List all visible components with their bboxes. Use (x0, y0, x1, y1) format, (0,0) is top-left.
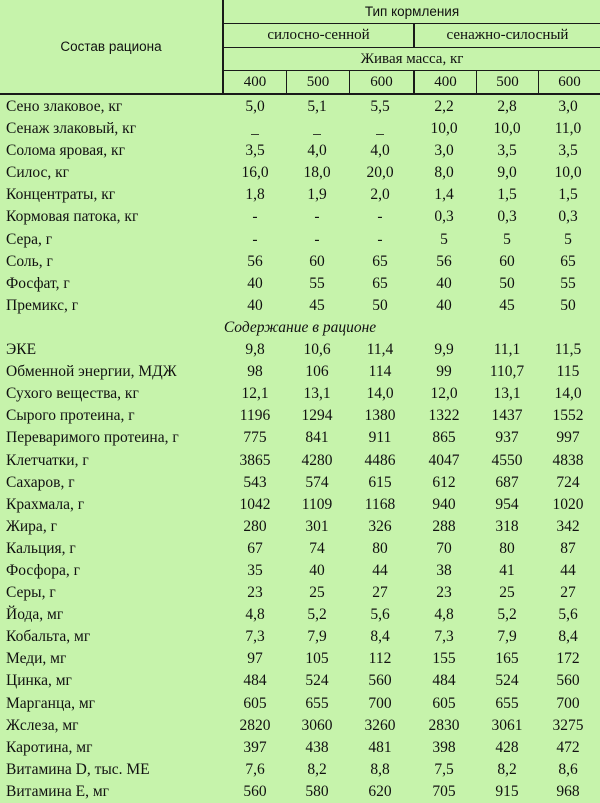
row-value: 115 (556, 363, 580, 381)
row-value: 9,8 (245, 341, 265, 359)
row-value: 1380 (364, 407, 396, 425)
row-value: 2,0 (370, 186, 390, 204)
row-label: Йода, мг (6, 606, 64, 624)
row-value: 23 (247, 584, 263, 602)
row-value: 172 (556, 650, 580, 668)
row-value: 1020 (552, 495, 584, 513)
row-value: 4,8 (245, 606, 265, 624)
row-label: Серы, г (6, 584, 56, 602)
table-row (0, 383, 600, 405)
weight-header: 500 (496, 73, 519, 90)
table-row (0, 715, 600, 737)
row-value: 1,9 (307, 186, 327, 204)
row-value: 5,2 (497, 606, 517, 624)
section-title: Содержание в рационе (223, 318, 377, 336)
row-value: 27 (372, 584, 388, 602)
row-value: 524 (495, 672, 519, 690)
row-value: - (377, 208, 383, 226)
row-value: 997 (556, 429, 580, 447)
row-value: 4,0 (370, 142, 390, 160)
weight-header: 400 (434, 73, 457, 90)
row-value: 4,8 (434, 606, 454, 624)
table-row (0, 648, 600, 670)
row-value: 110,7 (489, 363, 525, 381)
row-value: 11,5 (554, 341, 582, 359)
row-value: 775 (243, 429, 267, 447)
row-value: 114 (368, 363, 392, 381)
row-value: 705 (432, 782, 456, 800)
row-value: 3,0 (558, 98, 578, 115)
row-value: 438 (305, 738, 329, 756)
row-label: Цинка, мг (6, 672, 72, 690)
row-label: Клетчатки, г (6, 451, 89, 469)
row-value: 12,0 (430, 385, 458, 403)
row-value: 16,0 (241, 164, 269, 182)
row-value: 7,3 (245, 628, 265, 646)
weight-header: 600 (370, 73, 393, 90)
row-label: Сахаров, г (6, 473, 75, 491)
row-value: 40 (436, 274, 452, 292)
row-value: 397 (243, 738, 267, 756)
table-row (0, 427, 600, 449)
row-value: 67 (247, 539, 263, 557)
row-value: 23 (436, 584, 452, 602)
row-label: Витамина D, тыс. МЕ (6, 760, 150, 778)
row-value: 7,6 (245, 760, 265, 778)
table-row (0, 538, 600, 560)
row-value: 911 (368, 429, 392, 447)
row-label: Концентраты, кг (6, 186, 116, 204)
row-value: _ (251, 120, 259, 138)
row-value: 580 (305, 782, 329, 800)
table-row (0, 206, 600, 228)
header-bottom-rule (0, 93, 600, 95)
row-label: Обменной энергии, МДЖ (6, 363, 177, 381)
row-value: 5,5 (370, 98, 390, 115)
row-value: _ (376, 120, 384, 138)
row-value: 342 (556, 517, 580, 535)
row-label: Сера, г (6, 230, 53, 248)
row-label: Сырого протеина, г (6, 407, 135, 425)
row-value: 5 (503, 230, 511, 248)
row-label: Фосфат, г (6, 274, 70, 292)
row-value: 5 (564, 230, 572, 248)
row-value: 27 (560, 584, 576, 602)
row-value: 615 (368, 473, 392, 491)
row-value: 13,1 (303, 385, 331, 403)
row-label: Солома яровая, кг (6, 142, 125, 160)
row-label: Кобальта, мг (6, 628, 91, 646)
table-row (0, 273, 600, 295)
row-value: 8,8 (370, 760, 390, 778)
table-row (0, 737, 600, 759)
row-value: 301 (305, 517, 329, 535)
row-value: 60 (309, 252, 325, 270)
live-weight-header: Живая масса, кг (360, 50, 464, 67)
row-value: 40 (247, 296, 263, 314)
row-value: 620 (368, 782, 392, 800)
row-value: 574 (305, 473, 329, 491)
row-value: 1168 (364, 495, 396, 513)
row-value: 35 (247, 561, 263, 579)
table-row (0, 560, 600, 582)
row-value: 105 (305, 650, 329, 668)
table-row (0, 96, 600, 118)
row-value: 7,9 (497, 628, 517, 646)
row-value: 4280 (301, 451, 333, 469)
row-value: 11,1 (493, 341, 521, 359)
row-value: 10,6 (303, 341, 331, 359)
table-row (0, 184, 600, 206)
row-value: 40 (309, 561, 325, 579)
table-header (0, 0, 600, 93)
row-value: 3865 (239, 451, 271, 469)
row-value: 940 (432, 495, 456, 513)
row-label: Витамина Е, мг (6, 782, 110, 800)
table-body (0, 96, 600, 803)
row-value: _ (313, 120, 321, 138)
table-row (0, 582, 600, 604)
row-value: 98 (247, 363, 263, 381)
row-value: 14,0 (554, 385, 582, 403)
row-value: 8,0 (434, 164, 454, 182)
row-label: Марганца, мг (6, 694, 96, 712)
row-value: 326 (368, 517, 392, 535)
row-value: 1196 (239, 407, 271, 425)
row-value: 50 (372, 296, 388, 314)
table-row (0, 604, 600, 626)
row-value: 2830 (428, 716, 460, 734)
row-label: Кальция, г (6, 539, 76, 557)
row-value: 4486 (364, 451, 396, 469)
table-row (0, 140, 600, 162)
row-value: 5,1 (307, 98, 327, 115)
row-value: 3260 (364, 716, 396, 734)
feeding-type-a: силосно-сенной (267, 27, 370, 43)
row-value: 8,4 (558, 628, 578, 646)
feeding-type-b: сенажно-силосный (446, 27, 569, 43)
row-label: Соль, г (6, 252, 53, 270)
row-value: - (252, 208, 258, 226)
row-label: Сенаж злаковый, кг (6, 120, 137, 138)
row-value: 560 (368, 672, 392, 690)
row-value: 97 (247, 650, 263, 668)
row-value: 655 (305, 694, 329, 712)
row-label: Кормовая патока, кг (6, 208, 139, 226)
table-row (0, 229, 600, 251)
row-value: 50 (499, 274, 515, 292)
row-value: 5,6 (370, 606, 390, 624)
row-value: 1042 (239, 495, 271, 513)
row-value: 280 (243, 517, 267, 535)
table-row (0, 295, 600, 317)
row-label: Каротина, мг (6, 738, 93, 756)
row-value: 10,0 (493, 120, 521, 138)
row-value: 7,3 (434, 628, 454, 646)
row-value: 5,0 (245, 98, 265, 115)
row-value: 56 (247, 252, 263, 270)
row-value: 484 (243, 672, 267, 690)
row-value: - (252, 230, 258, 248)
row-value: 1437 (491, 407, 523, 425)
row-value: 65 (560, 252, 576, 270)
row-value: 70 (436, 539, 452, 557)
row-value: 2,8 (497, 98, 517, 115)
row-label: Жслеза, мг (6, 716, 79, 734)
row-value: 0,3 (558, 208, 578, 226)
row-value: 560 (556, 672, 580, 690)
row-value: 44 (372, 561, 388, 579)
row-value: 937 (495, 429, 519, 447)
row-value: 9,0 (497, 164, 517, 182)
row-label: ЭКЕ (6, 341, 37, 359)
row-value: 8,2 (497, 760, 517, 778)
row-value: 55 (560, 274, 576, 292)
row-label: Переваримого протеина, г (6, 429, 179, 447)
row-value: 1,5 (558, 186, 578, 204)
table-row (0, 670, 600, 692)
row-value: 4,0 (307, 142, 327, 160)
row-label: Крахмала, г (6, 495, 85, 513)
row-value: 1,5 (497, 186, 517, 204)
row-value: 40 (247, 274, 263, 292)
row-value: 65 (372, 274, 388, 292)
row-label: Силос, кг (6, 164, 70, 182)
row-value: 915 (495, 782, 519, 800)
row-value: 65 (372, 252, 388, 270)
row-value: 1294 (301, 407, 333, 425)
row-value: 700 (556, 694, 580, 712)
row-label: Сено злаковое, кг (6, 98, 123, 115)
row-value: 841 (305, 429, 329, 447)
row-value: 87 (560, 539, 576, 557)
row-value: 8,2 (307, 760, 327, 778)
row-value: 484 (432, 672, 456, 690)
table-row (0, 781, 600, 803)
row-value: 106 (305, 363, 329, 381)
row-value: 2,2 (434, 98, 454, 115)
row-value: 10,0 (430, 120, 458, 138)
row-value: 1,4 (434, 186, 454, 204)
feeding-type-header: Тип кормления (364, 4, 460, 19)
row-value: 80 (372, 539, 388, 557)
row-value: 74 (309, 539, 325, 557)
table-row (0, 162, 600, 184)
row-value: 45 (309, 296, 325, 314)
table-row (0, 472, 600, 494)
row-value: 112 (368, 650, 392, 668)
row-label: Сухого вещества, кг (6, 385, 139, 403)
row-value: 165 (495, 650, 519, 668)
composition-header: Состав рациона (60, 39, 162, 54)
row-value: 3060 (301, 716, 333, 734)
row-label: Жира, г (6, 517, 57, 535)
table-row (0, 494, 600, 516)
row-value: 7,9 (307, 628, 327, 646)
row-value: 4047 (428, 451, 460, 469)
row-value: 3,5 (245, 142, 265, 160)
row-value: 2820 (239, 716, 271, 734)
table-row (0, 450, 600, 472)
row-label: Фосфора, г (6, 561, 80, 579)
row-value: 655 (495, 694, 519, 712)
row-value: 25 (309, 584, 325, 602)
row-value: 700 (368, 694, 392, 712)
row-value: 40 (436, 296, 452, 314)
row-value: 60 (499, 252, 515, 270)
table-row (0, 361, 600, 383)
row-value: 1322 (428, 407, 460, 425)
row-value: 472 (556, 738, 580, 756)
weight-header: 600 (558, 73, 581, 90)
row-value: 0,3 (497, 208, 517, 226)
row-value: 14,0 (366, 385, 394, 403)
row-value: 724 (556, 473, 580, 491)
row-value: 3,5 (497, 142, 517, 160)
row-value: 20,0 (366, 164, 394, 182)
row-value: 25 (499, 584, 515, 602)
row-value: 3,0 (434, 142, 454, 160)
row-value: 99 (436, 363, 452, 381)
table-row (0, 118, 600, 140)
row-value: 80 (499, 539, 515, 557)
row-value: 4838 (552, 451, 584, 469)
row-value: 605 (432, 694, 456, 712)
row-value: 687 (495, 473, 519, 491)
row-value: 428 (495, 738, 519, 756)
row-value: 5,6 (558, 606, 578, 624)
row-value: 8,6 (558, 760, 578, 778)
row-value: 3061 (491, 716, 523, 734)
row-value: 38 (436, 561, 452, 579)
row-value: 7,5 (434, 760, 454, 778)
row-label: Премикс, г (6, 296, 79, 314)
row-value: 50 (560, 296, 576, 314)
row-value: 12,1 (241, 385, 269, 403)
row-value: 481 (368, 738, 392, 756)
row-value: 10,0 (554, 164, 582, 182)
row-value: 1,8 (245, 186, 265, 204)
row-value: - (314, 230, 320, 248)
table-row (0, 339, 600, 361)
row-value: 968 (556, 782, 580, 800)
row-label: Меди, мг (6, 650, 67, 668)
row-value: 612 (432, 473, 456, 491)
row-value: 44 (560, 561, 576, 579)
row-value: - (377, 230, 383, 248)
row-value: 3275 (552, 716, 584, 734)
row-value: 11,0 (554, 120, 582, 138)
row-value: 1109 (301, 495, 333, 513)
row-value: 318 (495, 517, 519, 535)
row-value: 0,3 (434, 208, 454, 226)
weight-header: 500 (306, 73, 330, 90)
row-value: 9,9 (434, 341, 454, 359)
row-value: 954 (495, 495, 519, 513)
table-row (0, 759, 600, 781)
row-value: 55 (309, 274, 325, 292)
table-row (0, 405, 600, 427)
row-value: - (314, 208, 320, 226)
table-row (0, 251, 600, 273)
row-value: 56 (436, 252, 452, 270)
row-value: 1552 (552, 407, 584, 425)
row-value: 8,4 (370, 628, 390, 646)
row-value: 5,2 (307, 606, 327, 624)
row-value: 524 (305, 672, 329, 690)
row-value: 45 (499, 296, 515, 314)
section-row (0, 317, 600, 339)
row-value: 41 (499, 561, 515, 579)
row-value: 18,0 (303, 164, 331, 182)
weight-header: 400 (243, 73, 267, 90)
table-row (0, 693, 600, 715)
row-value: 5 (440, 230, 448, 248)
table-row (0, 516, 600, 538)
table-row (0, 626, 600, 648)
row-value: 4550 (491, 451, 523, 469)
row-value: 11,4 (366, 341, 394, 359)
row-value: 865 (432, 429, 456, 447)
row-value: 560 (243, 782, 267, 800)
row-value: 543 (243, 473, 267, 491)
row-value: 398 (432, 738, 456, 756)
row-value: 3,5 (558, 142, 578, 160)
row-value: 13,1 (493, 385, 521, 403)
row-value: 155 (432, 650, 456, 668)
row-value: 605 (243, 694, 267, 712)
row-value: 288 (432, 517, 456, 535)
